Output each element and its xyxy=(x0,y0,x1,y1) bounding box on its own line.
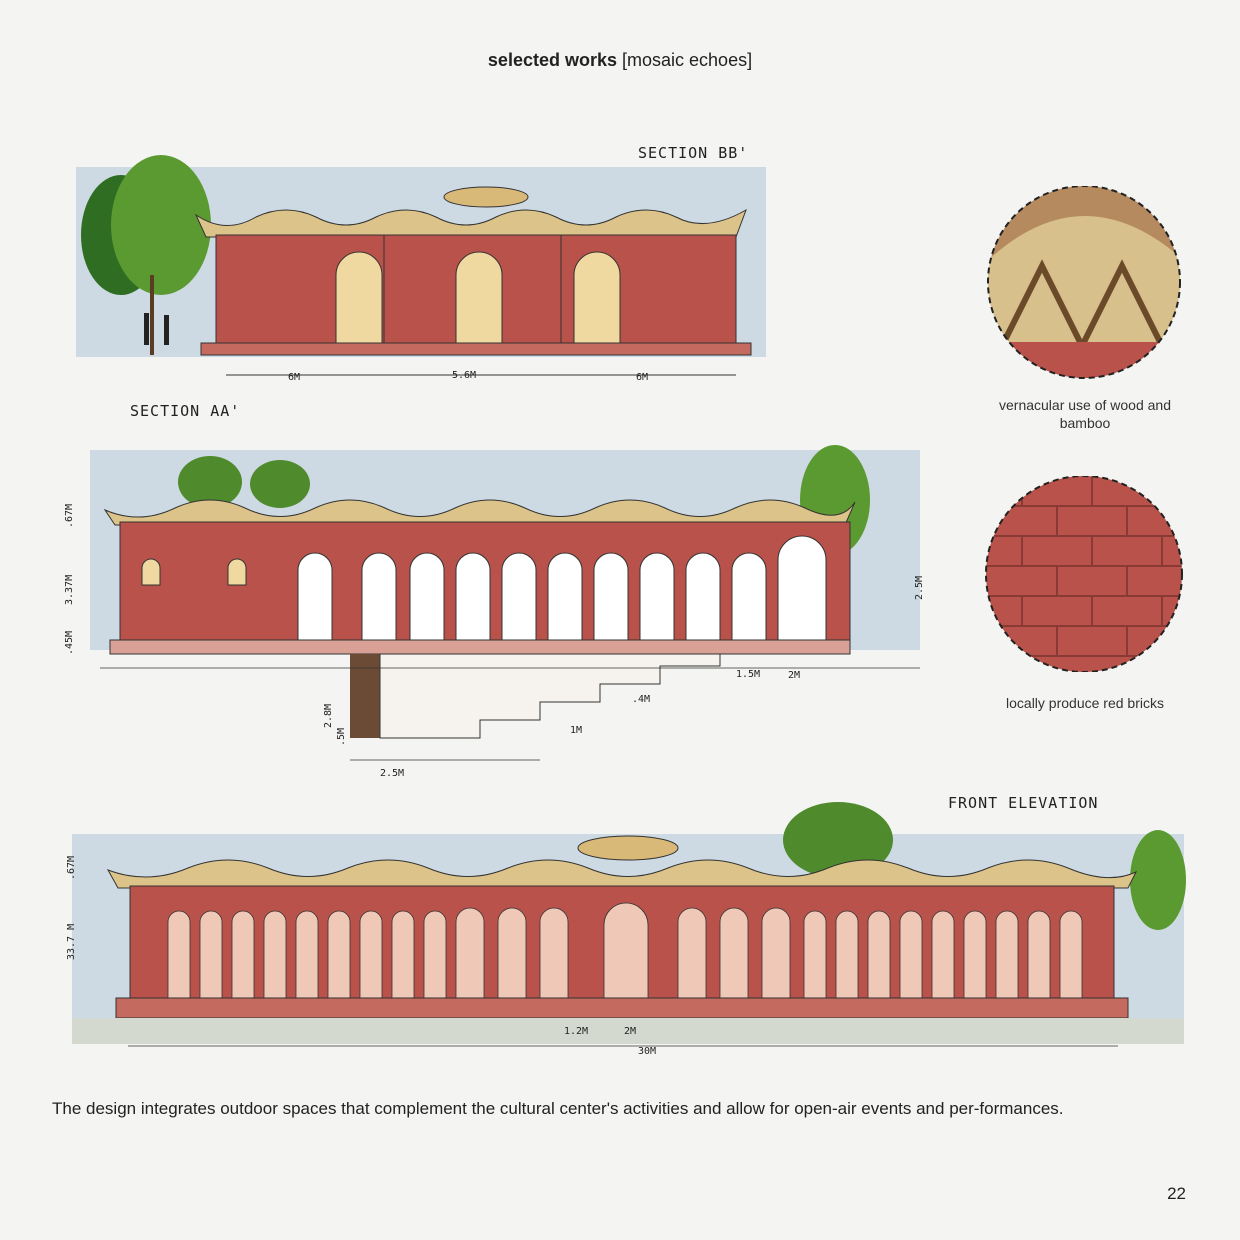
stair-dim-step: .5M xyxy=(336,727,347,746)
section-aa-label: SECTION AA' xyxy=(130,402,241,420)
fe-dim-left-2: 33.7 M xyxy=(66,923,77,960)
stair-dim-run: 2.5M xyxy=(380,768,405,779)
fe-dim-bottom-3: 30M xyxy=(638,1046,657,1057)
page-number: 22 xyxy=(1167,1184,1186,1203)
front-elevation-label: FRONT ELEVATION xyxy=(948,794,1099,812)
section-aa-drawing xyxy=(80,440,940,780)
red-brick-detail xyxy=(982,476,1190,672)
bb-dim-1: 6M xyxy=(288,372,301,383)
fe-dim-bottom-1: 1.2M xyxy=(564,1026,589,1037)
wood-bamboo-detail xyxy=(982,186,1190,382)
aa-dim-left-2: 3.37M xyxy=(64,574,75,605)
header-title: selected works xyxy=(487,50,617,70)
aa-dim-left-1: .67M xyxy=(64,503,75,528)
page-header xyxy=(0,50,1240,71)
bb-dim-3: 6M xyxy=(636,372,649,383)
wood-bamboo-caption: vernacular use of wood and bamboo xyxy=(999,397,1171,431)
bb-dim-2: 5.6M xyxy=(452,370,477,381)
stair-dim-tread: 1M xyxy=(570,725,583,736)
body-text: The design integrates outdoor spaces that complement the cultural center's activities and allow for open-air events and per-formances. xyxy=(52,1099,1064,1118)
red-brick-caption: locally produce red bricks xyxy=(1006,695,1164,711)
front-elevation-drawing xyxy=(68,800,1188,1060)
section-bb-label: SECTION BB' xyxy=(638,144,749,162)
aa-dim-right: 2.5M xyxy=(914,575,925,600)
aa-dim-left-3: .45M xyxy=(64,630,75,655)
fe-dim-left-1: .67M xyxy=(66,855,77,880)
section-bb-drawing xyxy=(66,145,776,395)
fe-dim-bottom-2: 2M xyxy=(624,1026,637,1037)
stair-dim-riser: .4M xyxy=(632,694,651,705)
aa-dim-bottom-2: 2M xyxy=(788,670,801,681)
aa-dim-bottom-1: 1.5M xyxy=(736,669,761,680)
header-subtitle: [mosaic echoes] xyxy=(622,50,753,70)
stair-dim-height: 2.8M xyxy=(323,703,334,728)
